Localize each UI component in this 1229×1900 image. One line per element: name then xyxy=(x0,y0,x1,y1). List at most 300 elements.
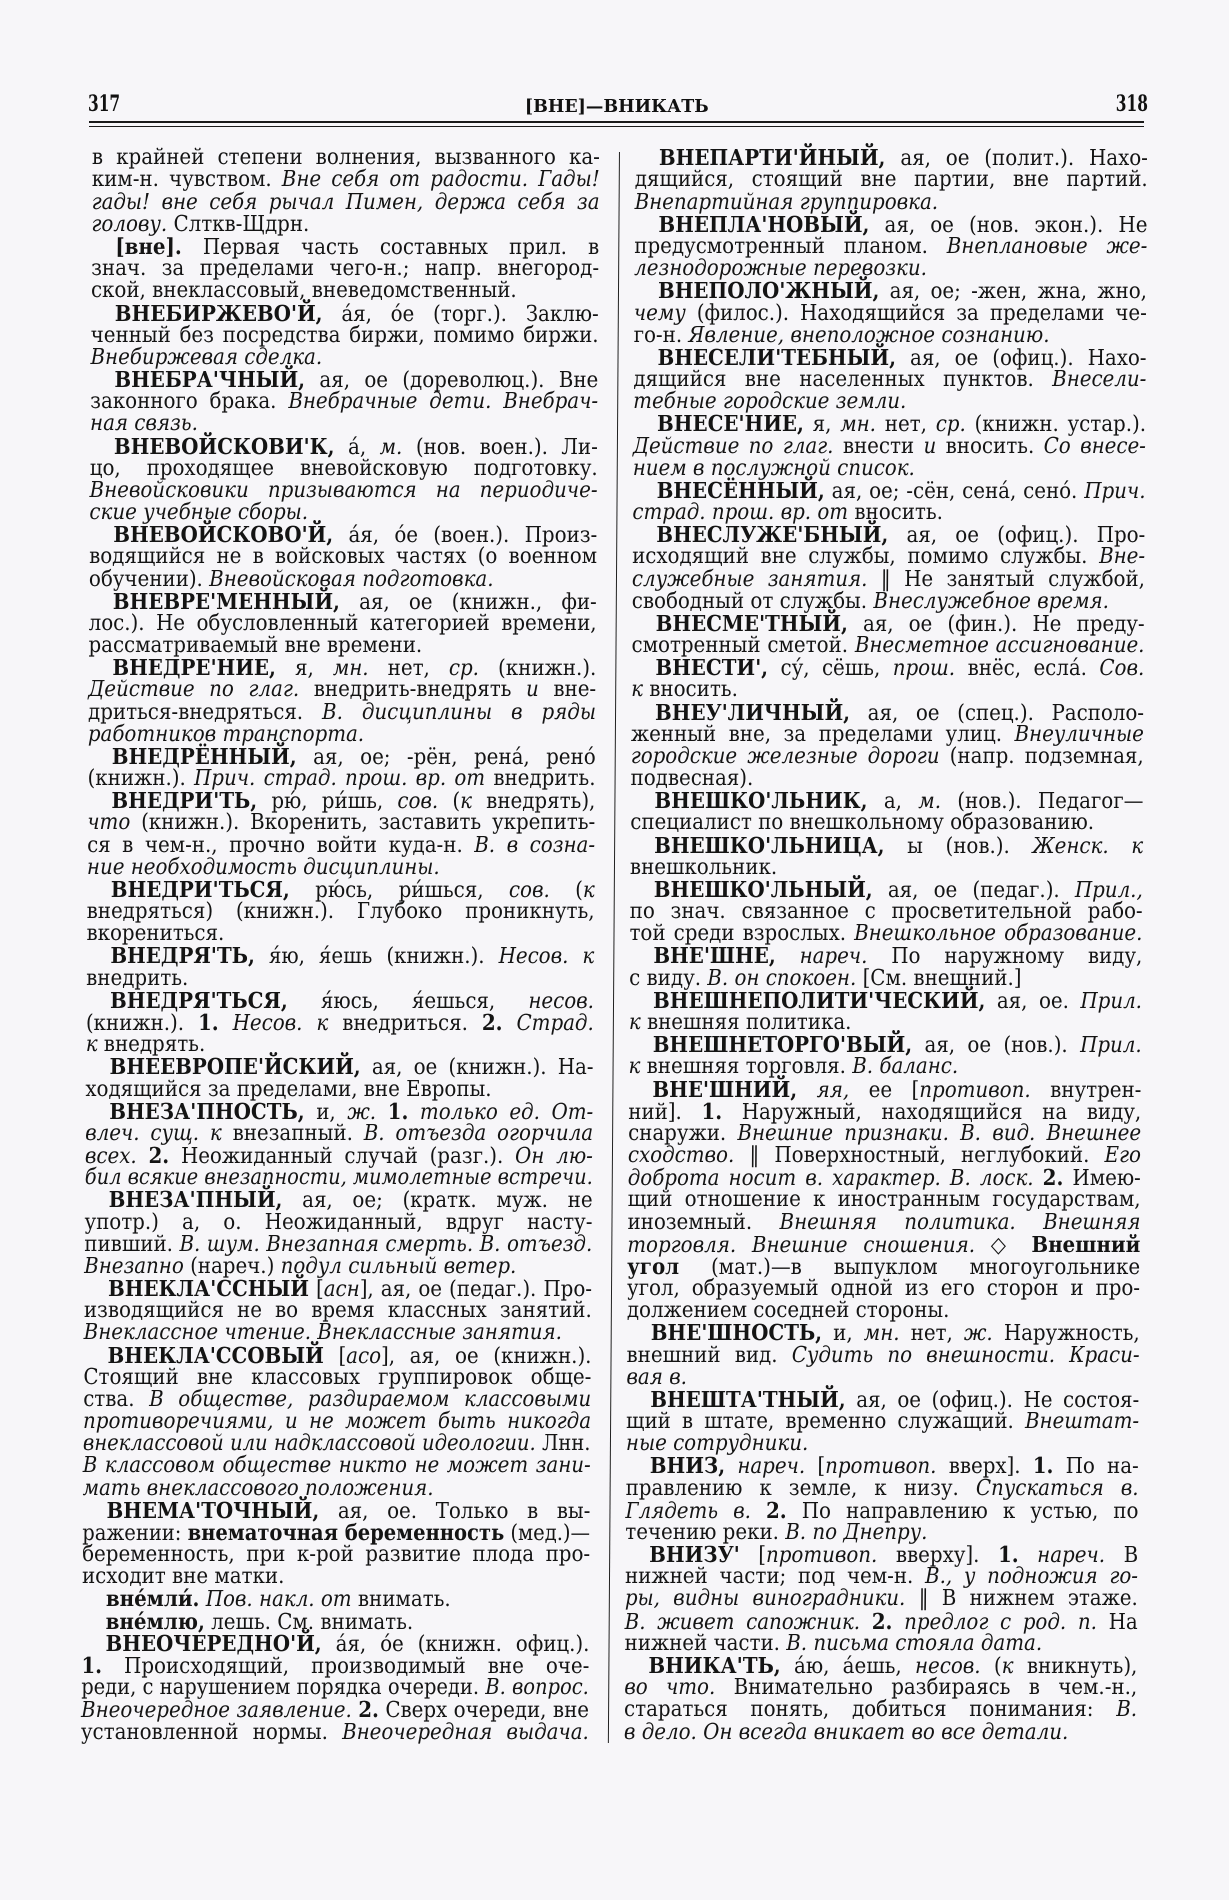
italic-text: Вне- xyxy=(1099,544,1146,570)
italic-text: Внеочередная выдача. xyxy=(342,1719,589,1745)
italic-text: Действие по глаг. xyxy=(632,433,834,459)
plain-text: По на- xyxy=(1053,1454,1139,1480)
italic-text: В. он спокоен. xyxy=(707,965,857,991)
italic-text: Со внесе- xyxy=(1043,433,1146,459)
italic-text: доброта носит в. характер. В. лоск. xyxy=(627,1166,1034,1192)
italic-text: внеклассовой или надклассовой идеологии. xyxy=(82,1431,536,1457)
dictionary-line xyxy=(630,812,1143,834)
plain-text: ее [ xyxy=(849,1077,920,1103)
plain-text: внедриться. xyxy=(328,1011,483,1036)
plain-text: внёс, есла́. xyxy=(955,656,1100,682)
italic-text: мн. xyxy=(332,656,369,682)
dictionary-line xyxy=(89,502,597,524)
bold-text: 1. xyxy=(997,1542,1019,1569)
bold-text: 1. xyxy=(1032,1453,1054,1480)
dictionary-line xyxy=(82,1586,590,1613)
italic-text: что xyxy=(87,810,131,836)
italic-text: ры, видны виноградники. xyxy=(624,1586,906,1612)
dictionary-line xyxy=(626,1386,1140,1413)
headword: ВНЕ'ШНЕ, xyxy=(653,943,776,970)
headword: ВНИЗ, xyxy=(649,1453,726,1480)
plain-text: На xyxy=(1096,1609,1138,1635)
plain-text: обучении). xyxy=(88,566,210,592)
italic-text: Вневойсковики призываются на периодиче- xyxy=(89,477,598,503)
dictionary-line xyxy=(630,901,1143,923)
dictionary-line xyxy=(88,679,596,701)
plain-text: ая, ое (книжн., фи- xyxy=(339,589,597,615)
italic-text: Внеуличные xyxy=(1014,721,1144,747)
italic-text: голову. xyxy=(91,211,168,237)
plain-text: (книжн.). xyxy=(478,656,597,682)
headword: ВНЕКЛА'ССОВЫЙ xyxy=(107,1342,324,1369)
dictionary-line xyxy=(629,943,1143,970)
dictionary-line xyxy=(87,812,595,834)
dictionary-line xyxy=(634,258,1147,280)
dictionary-line xyxy=(92,169,600,191)
plain-text: внедрить. xyxy=(485,766,596,792)
dictionary-line xyxy=(86,1034,594,1056)
italic-text: лезнодорожные перевозки. xyxy=(634,256,928,282)
dictionary-line xyxy=(88,743,596,770)
plain-text: а́, xyxy=(334,434,380,460)
headword: ВНЕПЛА'НОВЫЙ, xyxy=(658,211,870,238)
italic-text: В. живет сапожник. xyxy=(624,1609,861,1635)
plain-text: [См. внешний.] xyxy=(856,965,1022,991)
plain-text: внедряться) (книжн.). Глубоко проникнуть, xyxy=(86,899,595,925)
headword: ВНЕСЕ'НИЕ, xyxy=(656,411,805,438)
bold-text: Внешний xyxy=(1031,1231,1141,1258)
italic-text: В. дисциплины в ряды xyxy=(322,699,597,725)
plain-text: Внимательно разбираясь в чем.-н., xyxy=(715,1675,1138,1701)
plain-text: Наружный, находящийся на виду, xyxy=(722,1099,1142,1125)
dictionary-line xyxy=(86,943,595,970)
bold-text: 2. xyxy=(481,1010,503,1036)
headword: ВНЕДРЕ'НИЕ, xyxy=(112,655,277,682)
dictionary-line xyxy=(89,588,597,615)
headword: ВНЕШКО'ЛЬНЫЙ, xyxy=(653,876,873,903)
dictionary-line xyxy=(632,502,1145,524)
plain-text: я, xyxy=(803,412,841,438)
italic-text: Судить по внешности. Краси- xyxy=(791,1342,1140,1368)
dictionary-line xyxy=(84,1322,592,1344)
plain-text: ая, ое; -сён, сена́, сено́. xyxy=(824,478,1085,504)
headword: ВНЕДРИ'ТЬ, xyxy=(111,788,258,815)
italic-text: в дело. Он всегда вникает во все детали. xyxy=(623,1719,1069,1745)
italic-text: несов. xyxy=(914,1653,981,1679)
bold-text: вне́млю, xyxy=(105,1608,206,1635)
italic-text: Вне себя от радости. Гады! xyxy=(281,167,600,193)
plain-text: ая, ое (педаг.). xyxy=(872,877,1076,903)
plain-text: ний]. xyxy=(628,1099,702,1125)
plain-text: Наружность, xyxy=(992,1321,1140,1347)
italic-text: Женск. к xyxy=(1032,833,1144,859)
dictionary-line xyxy=(634,278,1148,305)
headword: ВНЕСЛУЖЕ'БНЫЙ, xyxy=(656,522,889,549)
italic-text: В классовом обществе никто не может зани- xyxy=(82,1453,591,1479)
plain-text: ая, ое (офиц.). Не состоя- xyxy=(845,1387,1140,1413)
plain-text: (напр. подземная, xyxy=(939,743,1144,769)
dictionary-line xyxy=(631,588,1145,614)
dictionary-line xyxy=(625,1519,1138,1545)
plain-text: ‖ Не занятый службой, xyxy=(867,566,1146,592)
bold-text: 2. xyxy=(148,1143,170,1170)
plain-text: нижней части. xyxy=(624,1630,787,1656)
dictionary-line xyxy=(91,300,599,327)
plain-text: по знач. связанное с просветительной рабо- xyxy=(629,899,1143,925)
dictionary-line xyxy=(87,832,596,858)
dictionary-line xyxy=(83,1411,591,1433)
plain-text: нет, xyxy=(875,412,936,438)
plain-text: внешний вид. xyxy=(626,1342,792,1368)
italic-text: Действие по глаг. xyxy=(88,677,300,703)
italic-text: городские железные дороги xyxy=(630,743,940,769)
plain-text: Неожиданный случай (разг.). xyxy=(169,1144,516,1170)
dictionary-line xyxy=(91,258,599,280)
plain-text: рассматриваемый вне времени. xyxy=(88,633,423,659)
dictionary-line xyxy=(632,433,1146,459)
italic-text: только ед. От- xyxy=(419,1099,594,1125)
dictionary-line xyxy=(90,413,598,435)
plain-text: ], ая, ое (книжн.). xyxy=(380,1343,592,1369)
italic-text: во что. xyxy=(624,1675,716,1701)
italic-text: прош. xyxy=(892,656,956,682)
dictionary-line xyxy=(633,300,1147,326)
italic-text: служебные занятия. xyxy=(631,566,868,592)
headword: ВНЕСЕЛИ'ТЕБНЫЙ, xyxy=(657,344,897,371)
plain-text: ая, ое; -рён, рена́, рено́ xyxy=(296,744,596,770)
italic-text: несов. xyxy=(528,988,595,1014)
plain-text: рю́, ри́шь, xyxy=(257,789,398,815)
dictionary-line xyxy=(628,1120,1142,1146)
plain-text: ражении: xyxy=(82,1520,188,1546)
italic-text: Прил. xyxy=(1080,988,1143,1014)
dictionary-line xyxy=(87,788,596,815)
left-column-lines xyxy=(81,147,600,1743)
italic-text: к xyxy=(460,789,473,815)
headword: ВНЕПОЛО'ЖНЫЙ, xyxy=(657,278,880,305)
italic-text: влеч. сущ. к xyxy=(85,1120,222,1146)
headword: ВНЕСМЕ'ТНЫЙ, xyxy=(655,610,848,637)
headword: ВНЕМА'ТОЧНЫЙ, xyxy=(106,1497,320,1524)
plain-text: нижней части; под чем-н. xyxy=(624,1564,926,1590)
plain-text: ая, ое (полит.). Нахо- xyxy=(885,146,1149,172)
dictionary-line xyxy=(628,1145,1141,1167)
dictionary-line xyxy=(624,1630,1137,1656)
plain-text: угол, образуемый одной из его сторон и про- xyxy=(626,1276,1141,1302)
plain-text: пивший. xyxy=(84,1231,180,1257)
italic-text: всех. xyxy=(84,1144,137,1170)
dictionary-line xyxy=(627,1320,1140,1347)
italic-text: ср. xyxy=(448,656,480,682)
dictionary-line xyxy=(81,1677,589,1699)
plain-text: [ xyxy=(323,1343,347,1369)
headword: ВНЕВРЕ'МЕННЫЙ, xyxy=(112,588,341,615)
italic-text: Глядеть в. xyxy=(625,1498,752,1524)
dictionary-line xyxy=(631,635,1144,657)
dictionary-line xyxy=(624,1699,1137,1721)
dictionary-line xyxy=(626,1411,1139,1433)
headword: ВНЕОЧЕРЕДНО'Й, xyxy=(105,1630,322,1657)
italic-text: Его xyxy=(1104,1143,1142,1169)
plain-text: знач. за пределами чего-н.; напр. внегород- xyxy=(91,256,600,282)
plain-text xyxy=(219,1011,233,1036)
dictionary-line xyxy=(82,1608,590,1635)
italic-text: мн. xyxy=(840,412,877,438)
dictionary-line xyxy=(88,635,596,657)
dictionary-line xyxy=(624,1677,1137,1699)
plain-text: реди, с нарушением порядка очереди. xyxy=(81,1675,486,1701)
dictionary-line xyxy=(86,1012,594,1034)
plain-text: Сверх очереди, вне xyxy=(378,1698,590,1724)
plain-text: предусмотренный планом. xyxy=(634,233,947,259)
bold-text: 2. xyxy=(765,1497,787,1524)
italic-text: Несов. к xyxy=(498,944,595,970)
plain-text: ая, ое (офиц.). Нахо- xyxy=(895,345,1147,371)
plain-text: той среди взрослых. xyxy=(629,921,855,947)
dictionary-line xyxy=(628,1056,1141,1078)
plain-text: ая, ое; -жен, жна, жно, xyxy=(879,279,1148,305)
plain-text: ской, внеклассовый, вневедомственный. xyxy=(90,278,517,304)
plain-text: ая, ое (нов. экон.). Не xyxy=(869,212,1148,238)
plain-text: в крайней степени волнения, вызванного ка- xyxy=(91,145,600,171)
dictionary-line xyxy=(89,477,598,503)
headword: ВНИЗУ' xyxy=(649,1542,740,1569)
plain-text: Первая часть составных прил. в xyxy=(181,234,600,260)
plain-text: женный вне, за пределами улиц. xyxy=(630,721,1015,747)
plain-text: ая, ое. xyxy=(985,988,1081,1014)
italic-text: ские учебные сборы. xyxy=(89,500,309,526)
plain-text: вникнуть), xyxy=(1013,1653,1138,1679)
dictionary-line xyxy=(632,546,1145,568)
dictionary-line xyxy=(629,987,1143,1014)
dictionary-line xyxy=(630,743,1144,769)
plain-text: [ xyxy=(805,1454,826,1480)
italic-text: к xyxy=(628,1010,641,1035)
dictionary-line xyxy=(88,768,596,790)
plain-text: го-н. xyxy=(633,322,689,348)
italic-text: нием в послужной список. xyxy=(632,455,915,481)
italic-text: Явление, внеположное сознанию. xyxy=(688,322,1050,348)
plain-text: дящийся вне населенных пунктов. xyxy=(633,367,1053,393)
plain-text: внедрить-внедрять xyxy=(299,677,527,703)
plain-text: я, xyxy=(275,656,333,682)
italic-text: к xyxy=(582,877,595,903)
italic-text: Сов. xyxy=(1099,656,1145,682)
plain-text: вносить. xyxy=(848,500,944,526)
italic-text: асо xyxy=(346,1343,382,1369)
dictionary-line xyxy=(632,455,1146,481)
italic-text: подул сильный ветер. xyxy=(280,1253,517,1279)
plain-text: ства. xyxy=(83,1386,150,1412)
italic-text: В. по Днепру. xyxy=(785,1519,928,1545)
dictionary-line xyxy=(623,1719,1137,1745)
plain-text: ◇ xyxy=(974,1232,1032,1258)
dictionary-line xyxy=(629,965,1142,991)
headword: ВНЕДРИ'ТЬСЯ, xyxy=(110,876,290,903)
plain-text: (нов. воен.). Ли- xyxy=(402,434,598,460)
dictionary-line xyxy=(631,699,1145,726)
dictionary-line xyxy=(85,1098,594,1125)
dictionary-line xyxy=(91,189,600,215)
plain-text: Происходящий, производимый вне оче- xyxy=(101,1653,590,1679)
plain-text: и, xyxy=(304,1099,348,1125)
plain-text: ая, ое (дореволюц.). Вне xyxy=(305,368,599,394)
italic-text: ж. xyxy=(963,1321,993,1347)
dictionary-line xyxy=(83,1364,592,1390)
italic-text: Внешние признаки. В. вид. Внешнее xyxy=(737,1120,1142,1146)
headword: ВНЕДРЯ'ТЬСЯ, xyxy=(109,987,288,1014)
italic-text: и xyxy=(923,433,937,459)
italic-text: Несов. к xyxy=(232,1011,329,1036)
bold-text: угол xyxy=(627,1253,680,1280)
plain-text: установленной нормы. xyxy=(80,1719,343,1745)
dictionary-line xyxy=(82,1566,590,1588)
italic-text: В. отъезда огорчила xyxy=(363,1120,594,1146)
plain-text: ‖ Поверхностный, неглубокий. xyxy=(734,1143,1105,1169)
plain-text xyxy=(503,1011,517,1036)
dictionary-line xyxy=(89,455,598,481)
plain-text: внимать. xyxy=(351,1587,451,1613)
dictionary-line xyxy=(626,1364,1139,1390)
plain-text: (книжн.). xyxy=(85,1011,199,1036)
headword: ВНЕ'ШНОСТЬ, xyxy=(650,1320,823,1347)
running-head-text: [ВНЕ]—ВНИКАТЬ xyxy=(524,95,709,117)
bold-text: 2. xyxy=(871,1608,893,1635)
italic-text: Прил. xyxy=(1080,1033,1142,1059)
italic-text: к xyxy=(85,1032,98,1058)
dictionary-line xyxy=(90,344,598,370)
dictionary-line xyxy=(86,854,595,880)
plain-text: вне- xyxy=(538,677,597,703)
plain-text: (книжн. устар.). xyxy=(965,412,1147,438)
italic-text: гады! вне себя рычал Пимен, держа себя за xyxy=(91,189,600,215)
dictionary-line xyxy=(84,1143,593,1170)
plain-text: (книжн.). Вкоренить, заставить укрепить- xyxy=(130,810,596,836)
dictionary-line xyxy=(631,566,1146,592)
bold-text: вне́мли́. xyxy=(105,1586,200,1613)
italic-text: Внезапно xyxy=(84,1253,184,1279)
headword: ВНЕСТИ', xyxy=(655,655,769,682)
italic-text: к xyxy=(631,677,644,703)
plain-text: подвесная). xyxy=(630,766,754,792)
dictionary-line xyxy=(625,1497,1139,1524)
italic-text: Внешняя политика. Внешняя xyxy=(779,1209,1141,1235)
italic-text: Внесметное ассигнование. xyxy=(854,633,1145,659)
headword: ВНЕБРА'ЧНЫЙ, xyxy=(114,367,306,394)
italic-text: В. вопрос. xyxy=(485,1675,589,1701)
dictionary-line xyxy=(85,1187,593,1214)
italic-text: нареч. xyxy=(1037,1543,1106,1569)
dictionary-line xyxy=(633,411,1147,438)
italic-text: мн. xyxy=(863,1321,900,1347)
dictionary-line xyxy=(81,1630,590,1657)
italic-text: Страд. xyxy=(516,1011,594,1036)
dictionary-line xyxy=(84,1300,592,1322)
italic-text: ние необходимость дисциплины. xyxy=(86,854,440,880)
dictionary-line xyxy=(87,721,596,747)
dictionary-line xyxy=(627,1300,1140,1322)
plain-text: внезапный. xyxy=(221,1120,364,1146)
plain-text: рю́сь, ри́шься, xyxy=(289,877,510,903)
headword: ВНЕЗА'ПНОСТЬ, xyxy=(109,1098,305,1125)
italic-text: противоп. xyxy=(919,1077,1031,1103)
plain-text: правлению к земле, к низу. xyxy=(625,1475,977,1501)
plain-text: ая, ое; (кратк. муж. не xyxy=(282,1188,593,1214)
headword: ВНЕДРЯ'ТЬ, xyxy=(110,943,255,970)
dictionary-line xyxy=(630,876,1143,903)
plain-text: ( xyxy=(980,1653,1002,1679)
dictionary-line xyxy=(633,322,1147,348)
dictionary-line xyxy=(86,987,595,1014)
dictionary-line xyxy=(627,1165,1141,1192)
italic-text: м. xyxy=(379,434,403,460)
headword: ВНЕВОЙСКОВИ'К, xyxy=(113,433,335,460)
italic-text: торговля. Внешние сношения. xyxy=(627,1232,976,1258)
plain-text: внести xyxy=(833,433,924,459)
dictionary-line xyxy=(633,391,1146,413)
plain-text: ая, ое (офиц.). Про- xyxy=(888,523,1146,549)
plain-text: (мед.)— xyxy=(504,1520,591,1546)
dictionary-line xyxy=(86,965,594,991)
italic-text: Внебрачные дети. Внебрач- xyxy=(288,389,599,415)
dictionary-line xyxy=(89,546,597,568)
dictionary-line xyxy=(632,522,1146,549)
plain-text: внедрять), xyxy=(471,789,596,815)
italic-text: В. письма стояла дата. xyxy=(786,1630,1043,1656)
italic-text: бил всякие внезапности, мимолетные встречи. xyxy=(84,1165,593,1191)
headword: ВНЕПАРТИ'ЙНЫЙ, xyxy=(658,145,886,172)
dictionary-line xyxy=(88,655,597,682)
dictionary-line xyxy=(89,522,598,549)
headword: ВНЕВОЙСКОВО'Й, xyxy=(113,522,334,549)
plain-text: ‖ В нижнем этаже. xyxy=(905,1586,1138,1612)
dictionary-line xyxy=(625,1542,1139,1569)
plain-text: дриться-внедряться. xyxy=(87,699,323,725)
bold-text: внематочная беременность xyxy=(187,1519,505,1546)
plain-text: ая, ое (книжн.). На- xyxy=(360,1055,594,1081)
italic-text: противоп. xyxy=(825,1454,937,1480)
plain-text: изводящийся не во время классных занятий. xyxy=(83,1298,592,1324)
dictionary-line xyxy=(628,1076,1142,1103)
plain-text: я́ю, я́ешь (книжн.). xyxy=(254,944,499,970)
dictionary-line xyxy=(87,699,597,725)
dictionary-line xyxy=(635,169,1148,191)
dictionary-line xyxy=(85,1076,593,1102)
plain-text: смотренный сметой. xyxy=(631,633,855,659)
italic-text: яя, xyxy=(816,1077,850,1103)
dictionary-line xyxy=(85,1054,594,1081)
plain-text: (мат.)—в выпуклом многоугольнике xyxy=(679,1254,1141,1280)
bold-text: 1. xyxy=(701,1098,723,1125)
plain-text: вверху]. xyxy=(877,1543,999,1569)
dictionary-line xyxy=(84,1209,593,1235)
right-page-number: 318 xyxy=(1115,91,1148,118)
dictionary-line xyxy=(631,768,1144,790)
bold-text: 2. xyxy=(1042,1165,1064,1192)
italic-text: чему xyxy=(633,300,686,326)
plain-text: Лнн. xyxy=(535,1431,591,1457)
dictionary-line xyxy=(82,1497,591,1524)
plain-text: беременность, при к-рой развитие плода про- xyxy=(82,1542,591,1568)
headword: ВНЕШТА'ТНЫЙ, xyxy=(650,1386,846,1413)
italic-text: В обществе, раздираемом классовыми xyxy=(149,1386,592,1412)
bold-text: 2. xyxy=(358,1697,380,1724)
plain-text: с виду. xyxy=(629,965,708,991)
plain-text: исходит вне матки. xyxy=(81,1564,285,1590)
dictionary-line xyxy=(625,1588,1138,1610)
plain-text: ким-н. чувством. xyxy=(91,167,282,193)
italic-text: нареч. xyxy=(799,944,868,970)
